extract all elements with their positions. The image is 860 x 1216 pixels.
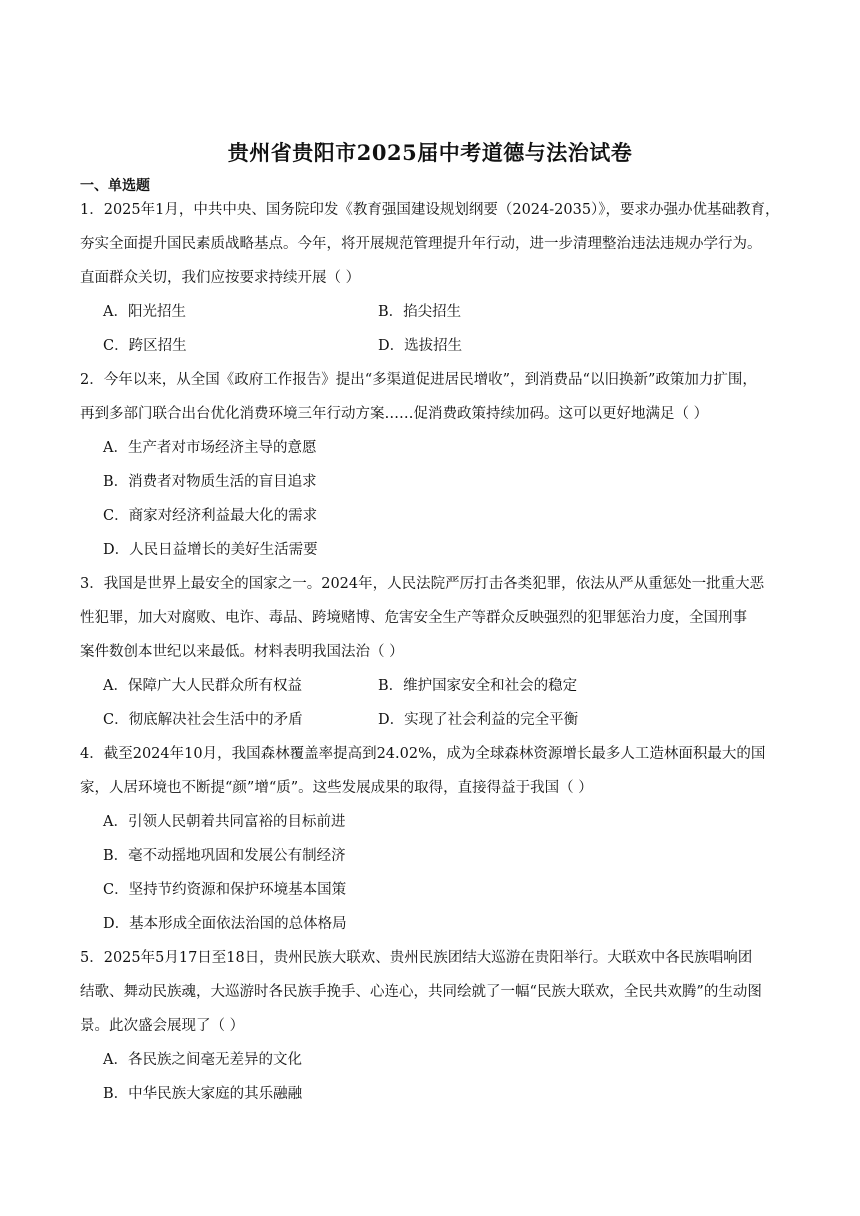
question-5-line-1: 5．2025年5月17日至18日，贵州民族大联欢、贵州民族团结大巡游在贵阳举行。大联欢中各民族唱响团 (80, 950, 753, 966)
question-2-option-d: D．人民日益增长的美好生活需要 (103, 542, 318, 558)
question-2-line-1: 2．今年以来，从全国《政府工作报告》提出“多渠道促进居民增收”，到消费品“以旧换新”政策加力扩围， (80, 372, 757, 388)
question-2-option-c: C．商家对经济利益最大化的需求 (103, 508, 318, 524)
question-5-option-b: B．中华民族大家庭的其乐融融 (103, 1086, 303, 1102)
question-1-option-c: C．跨区招生 (103, 338, 187, 354)
question-2-option-b: B．消费者对物质生活的盲目追求 (103, 474, 317, 490)
question-4-line-1: 4．截至2024年10月，我国森林覆盖率提高到24.02%，成为全球森林资源增长最多人工造林面积最大的国 (80, 746, 766, 762)
question-1-line-1: 1．2025年1月，中共中央、国务院印发《教育强国建设规划纲要（2024-2035）》，要求办强办优基础教育， (80, 202, 780, 218)
question-3-option-c: C．彻底解决社会生活中的矛盾 (103, 712, 303, 728)
question-3-line-3: 案件数创本世纪以来最低。材料表明我国法治（ ） (80, 644, 404, 660)
question-3-line-1: 3．我国是世界上最安全的国家之一。2024年，人民法院严厉打击各类犯罪，依法从严从重惩处一批重大恶 (80, 576, 765, 592)
question-5-line-3: 景。此次盛会展现了（ ） (80, 1018, 245, 1034)
question-4-option-b: B．毫不动摇地巩固和发展公有制经济 (103, 848, 346, 864)
question-3-line-2: 性犯罪，加大对腐败、电诈、毒品、跨境赌博、危害安全生产等群众反映强烈的犯罪惩治力度，全国刑事 (80, 610, 747, 626)
section-heading: 一、单选题 (80, 178, 150, 194)
question-4-line-2: 家，人居环境也不断提“颜”增“质”。这些发展成果的取得，直接得益于我国（ ） (80, 780, 593, 796)
question-1-option-d: D．选拔招生 (378, 338, 463, 354)
question-1-option-a: A．阳光招生 (103, 304, 186, 320)
page-title: 贵州省贵阳市2025届中考道德与法治试卷 (227, 140, 633, 165)
question-4-option-c: C．坚持节约资源和保护环境基本国策 (103, 882, 347, 898)
question-5-option-a: A．各民族之间毫无差异的文化 (103, 1052, 302, 1068)
question-1-option-b: B．掐尖招生 (378, 304, 462, 320)
question-1-line-2: 夯实全面提升国民素质战略基点。今年，将开展规范管理提升年行动，进一步清理整治违法违规办学行为。 (80, 236, 762, 252)
question-4-option-a: A．引领人民朝着共同富裕的目标前进 (103, 814, 346, 830)
question-5-line-2: 结歌、舞动民族魂，大巡游时各民族手挽手、心连心，共同绘就了一幅“民族大联欢，全民共欢腾”的生动图 (80, 984, 762, 1000)
question-3-option-a: A．保障广大人民群众所有权益 (103, 678, 302, 694)
question-2-line-2: 再到多部门联合出台优化消费环境三年行动方案……促消费政策持续加码。这可以更好地满足（ ） (80, 406, 709, 422)
question-2-option-a: A．生产者对市场经济主导的意愿 (103, 440, 317, 456)
question-3-option-d: D．实现了社会利益的完全平衡 (378, 712, 579, 728)
question-4-option-d: D．基本形成全面依法治国的总体格局 (103, 916, 347, 932)
question-1-line-3: 直面群众关切，我们应按要求持续开展（ ） (80, 270, 361, 286)
question-3-option-b: B．维护国家安全和社会的稳定 (378, 678, 578, 694)
